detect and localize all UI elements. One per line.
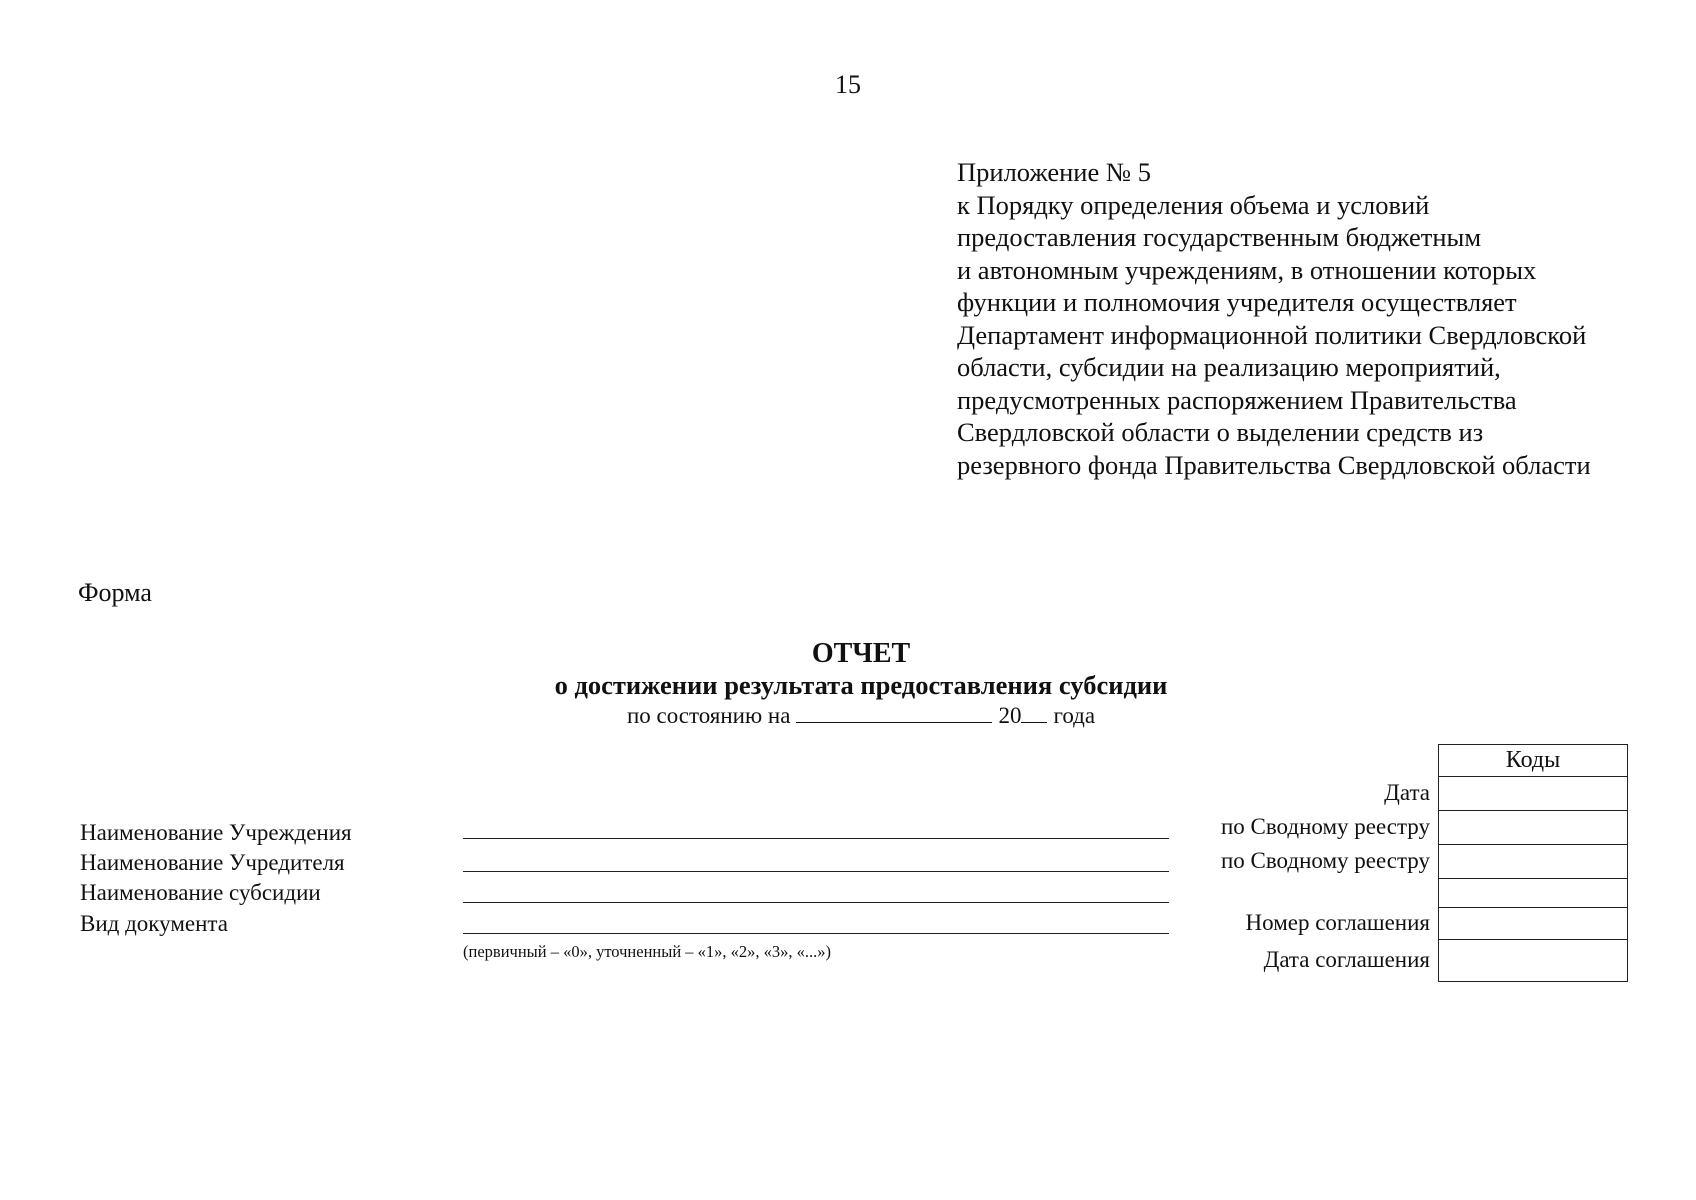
appendix-line: функции и полномочия учредителя осуществляет [957,287,1517,317]
field-line-document-type[interactable] [463,933,1169,934]
document-type-hint: (первичный – «0», уточненный – «1», «2», «3», «...») [463,942,832,961]
field-label-institution: Наименование Учреждения [80,820,352,845]
form-label: Форма [78,578,152,607]
code-label-registry: по Сводному реестру [1220,814,1430,839]
code-label-date: Дата [1384,780,1430,805]
as-of-date-line [0,703,1696,729]
code-cell-date[interactable] [1439,777,1628,811]
codes-header: Коды [1439,745,1628,777]
appendix-line: Свердловской области о выделении средств из [957,417,1484,447]
date-blank-field[interactable] [796,704,992,723]
appendix-line: предусмотренных распоряжением Правительства [957,384,1517,415]
code-label-registry: по Сводному реестру [1220,848,1430,873]
field-label-subsidy: Наименование субсидии [80,880,321,905]
appendix-line: резервного фонда Правительства Свердловской области [957,449,1591,480]
code-label-agreement-date: Дата соглашения [1263,947,1430,972]
code-cell-agreement-date[interactable] [1439,940,1628,982]
field-label-founder: Наименование Учредителя [80,850,345,875]
year-suffix: года [1053,703,1096,728]
appendix-line: области, субсидии на реализацию мероприятий, [957,352,1501,382]
appendix-line: и автономным учреждениям, в отношении которых [957,254,1537,285]
report-title: ОТЧЕТ [811,638,911,669]
code-cell-registry[interactable] [1439,845,1628,879]
code-cell-registry[interactable] [1439,811,1628,845]
appendix-line: Приложение № 5 [957,157,1152,187]
appendix-line: к Порядку определения объема и условий [957,189,1430,220]
field-label-document-type: Вид документа [80,911,228,936]
year-prefix: 20 [998,703,1022,728]
as-of-prefix: по состоянию на [626,703,791,728]
code-cell-agreement-number[interactable] [1439,908,1628,940]
codes-table [1438,744,1628,982]
appendix-line: Департамент информационной политики Свердловской [957,319,1587,350]
code-label-agreement-number: Номер соглашения [1245,910,1430,935]
appendix-line: предоставления государственным бюджетным [957,222,1482,252]
code-cell-blank[interactable] [1439,879,1628,908]
year-blank-field[interactable] [1021,704,1047,723]
report-subtitle: о достижении результата предоставления субсидии [554,670,1168,700]
page-number: 15 [835,70,861,99]
field-line-subsidy[interactable] [463,902,1169,903]
field-line-institution[interactable] [463,838,1169,839]
field-line-founder[interactable] [463,871,1169,872]
appendix-reference [957,156,1677,481]
